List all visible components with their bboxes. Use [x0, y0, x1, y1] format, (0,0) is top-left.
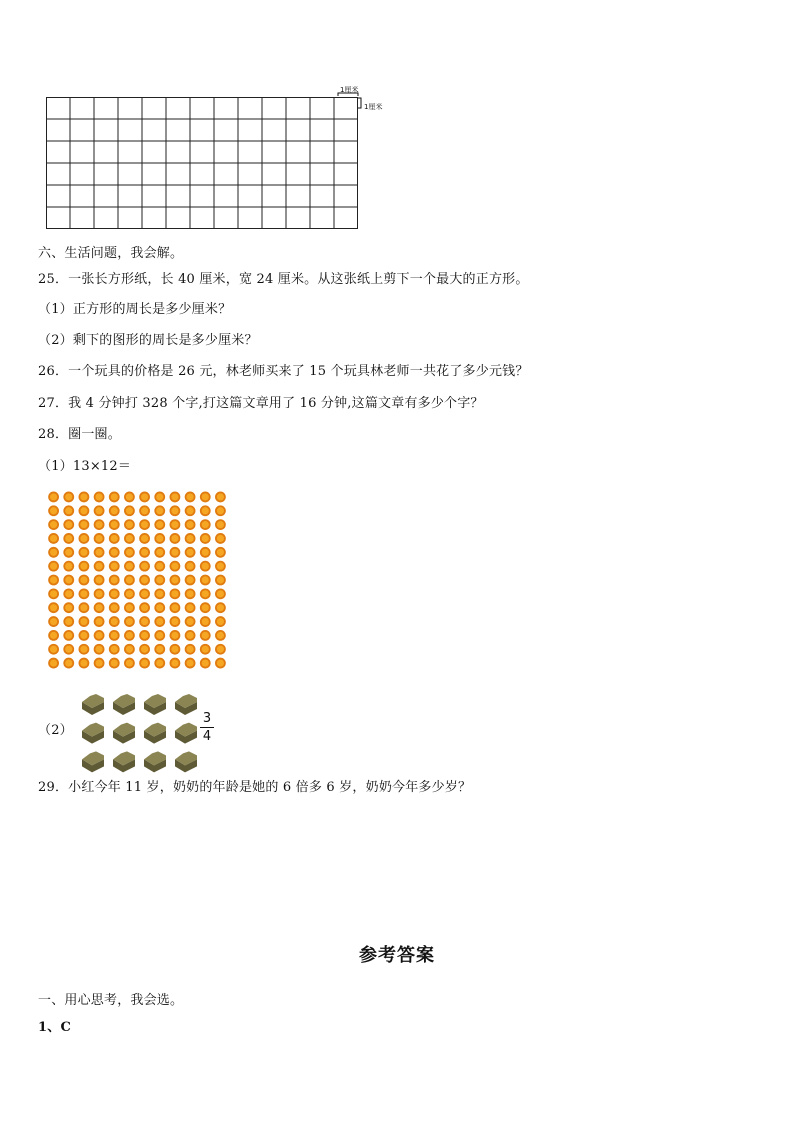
dot-item: [185, 616, 196, 627]
dot-item: [154, 630, 165, 641]
dot-item: [170, 505, 181, 516]
dot-item: [124, 644, 135, 655]
dot-item: [139, 602, 150, 613]
dot-item: [139, 547, 150, 558]
cake-item: [144, 751, 166, 772]
cake-item: [175, 723, 197, 744]
unit-label-side: 1厘米: [364, 103, 383, 111]
dot-item: [124, 561, 135, 572]
dot-item: [79, 505, 90, 516]
dot-item: [48, 561, 59, 572]
dot-item: [48, 505, 59, 516]
cake-item: [113, 723, 135, 744]
dot-item: [48, 575, 59, 586]
cake-item: [113, 694, 135, 715]
dot-item: [215, 630, 226, 641]
dot-item: [124, 630, 135, 641]
question-25-part-2: （2）剩下的图形的周长是多少厘米？: [38, 333, 258, 348]
dot-item: [200, 588, 211, 599]
dot-item: [109, 644, 120, 655]
cake-item: [144, 723, 166, 744]
dot-item: [154, 644, 165, 655]
grid-svg: [46, 97, 358, 229]
dot-item: [185, 588, 196, 599]
dot-item: [109, 547, 120, 558]
dot-item: [154, 505, 165, 516]
dot-item: [63, 547, 74, 558]
fraction-bar: [200, 727, 214, 728]
dot-item: [109, 588, 120, 599]
dot-item: [48, 492, 59, 503]
dot-item: [215, 547, 226, 558]
dot-item: [200, 533, 211, 544]
dot-item: [48, 533, 59, 544]
dot-item: [139, 616, 150, 627]
dot-item: [170, 575, 181, 586]
dot-item: [124, 519, 135, 530]
dot-item: [139, 561, 150, 572]
dot-item: [48, 630, 59, 641]
dot-item: [109, 658, 120, 669]
dot-item: [154, 575, 165, 586]
question-25-part-1: （1）正方形的周长是多少厘米？: [38, 302, 232, 317]
dot-item: [154, 658, 165, 669]
dot-item: [48, 588, 59, 599]
question-28: 28．圈一圈。: [38, 427, 121, 442]
dot-item: [124, 505, 135, 516]
question-28-part-2-label: （2）: [38, 723, 73, 738]
dot-item: [185, 533, 196, 544]
dot-item: [170, 644, 181, 655]
centimeter-grid: [46, 97, 358, 229]
dot-item: [94, 547, 105, 558]
dot-item: [94, 561, 105, 572]
dot-item: [200, 561, 211, 572]
dot-item: [170, 533, 181, 544]
dot-item: [79, 547, 90, 558]
dot-item: [215, 575, 226, 586]
dot-item: [154, 547, 165, 558]
answer-heading: 参考答案: [359, 945, 435, 966]
dot-item: [139, 533, 150, 544]
dot-item: [48, 658, 59, 669]
dot-item: [124, 616, 135, 627]
dot-item: [154, 492, 165, 503]
dot-item: [79, 533, 90, 544]
dot-item: [94, 644, 105, 655]
dot-item: [170, 547, 181, 558]
dot-item: [109, 505, 120, 516]
dot-item: [170, 492, 181, 503]
dot-item: [63, 602, 74, 613]
dot-item: [124, 492, 135, 503]
dot-item: [200, 505, 211, 516]
dot-item: [109, 575, 120, 586]
dot-item: [185, 644, 196, 655]
dot-item: [48, 644, 59, 655]
dot-item: [63, 630, 74, 641]
dot-item: [154, 561, 165, 572]
dot-item: [139, 658, 150, 669]
dot-item: [154, 602, 165, 613]
question-29: 29．小红今年 11 岁，奶奶的年龄是她的 6 倍多 6 岁，奶奶今年多少岁？: [38, 780, 472, 795]
dot-item: [215, 588, 226, 599]
dot-item: [94, 519, 105, 530]
dot-item: [109, 561, 120, 572]
dot-item: [94, 505, 105, 516]
fraction-numerator: 3: [202, 711, 212, 726]
dot-item: [154, 616, 165, 627]
dot-item: [94, 658, 105, 669]
dot-item: [94, 630, 105, 641]
dot-item: [185, 658, 196, 669]
dot-item: [48, 547, 59, 558]
cake-item: [82, 723, 104, 744]
dot-item: [185, 630, 196, 641]
dot-item: [63, 588, 74, 599]
dot-item: [170, 616, 181, 627]
dot-item: [79, 492, 90, 503]
cake-item: [82, 694, 104, 715]
dot-item: [48, 616, 59, 627]
dot-item: [215, 492, 226, 503]
dot-item: [124, 588, 135, 599]
dot-item: [200, 644, 211, 655]
dot-item: [63, 533, 74, 544]
cake-item: [175, 751, 197, 772]
question-27: 27．我 4 分钟打 328 个字,打这篇文章用了 16 分钟,这篇文章有多少个字？: [38, 396, 484, 411]
cake-item: [113, 751, 135, 772]
dot-item: [200, 519, 211, 530]
dot-item: [63, 505, 74, 516]
dot-item: [215, 658, 226, 669]
question-28-part-1: （1）13×12＝: [38, 459, 132, 474]
dot-item: [63, 616, 74, 627]
dot-item: [139, 575, 150, 586]
dot-item: [200, 658, 211, 669]
dot-item: [109, 533, 120, 544]
dot-item: [79, 519, 90, 530]
dots-array: [46, 490, 228, 670]
dot-item: [200, 602, 211, 613]
dot-item: [124, 533, 135, 544]
dot-item: [109, 492, 120, 503]
dot-item: [79, 616, 90, 627]
dot-item: [63, 658, 74, 669]
dot-item: [215, 533, 226, 544]
dot-item: [200, 630, 211, 641]
dot-item: [48, 519, 59, 530]
dot-item: [200, 575, 211, 586]
dot-item: [215, 519, 226, 530]
dot-item: [109, 602, 120, 613]
dot-item: [215, 561, 226, 572]
dot-item: [109, 630, 120, 641]
unit-label-top: 1厘米: [340, 86, 359, 94]
answer-1: 1、C: [38, 1020, 71, 1035]
dot-item: [79, 575, 90, 586]
dot-item: [79, 602, 90, 613]
dot-item: [170, 519, 181, 530]
dot-item: [79, 644, 90, 655]
dot-item: [79, 658, 90, 669]
dot-item: [215, 616, 226, 627]
dot-item: [48, 602, 59, 613]
dot-item: [139, 505, 150, 516]
dot-item: [170, 602, 181, 613]
dot-item: [79, 630, 90, 641]
dot-item: [94, 575, 105, 586]
dot-item: [185, 492, 196, 503]
dot-item: [94, 588, 105, 599]
dot-item: [215, 644, 226, 655]
fraction-denominator: 4: [202, 729, 212, 744]
dot-item: [124, 547, 135, 558]
dot-item: [63, 492, 74, 503]
dot-item: [139, 492, 150, 503]
dot-item: [170, 658, 181, 669]
dot-item: [94, 602, 105, 613]
dot-item: [200, 547, 211, 558]
dot-item: [185, 505, 196, 516]
dot-item: [170, 588, 181, 599]
dot-item: [215, 505, 226, 516]
dot-item: [154, 533, 165, 544]
cake-item: [175, 694, 197, 715]
dot-item: [215, 602, 226, 613]
dot-item: [185, 575, 196, 586]
dot-item: [185, 519, 196, 530]
dot-item: [139, 588, 150, 599]
dot-item: [185, 547, 196, 558]
dot-item: [170, 561, 181, 572]
dot-item: [63, 575, 74, 586]
dot-item: [139, 630, 150, 641]
dot-item: [79, 561, 90, 572]
fraction-three-quarters: [200, 711, 214, 744]
dot-item: [139, 519, 150, 530]
dot-item: [154, 519, 165, 530]
dot-item: [63, 644, 74, 655]
dot-item: [79, 588, 90, 599]
dot-item: [185, 561, 196, 572]
dots-svg: [46, 490, 228, 670]
cakes-svg: [78, 688, 202, 774]
question-25: 25．一张长方形纸，长 40 厘米，宽 24 厘米。从这张纸上剪下一个最大的正方形。: [38, 272, 529, 287]
cake-item: [82, 751, 104, 772]
answer-section-one: 一、用心思考，我会选。: [38, 993, 184, 1008]
dot-item: [109, 519, 120, 530]
dot-item: [109, 616, 120, 627]
dot-item: [124, 575, 135, 586]
dot-item: [185, 602, 196, 613]
dot-item: [124, 658, 135, 669]
dot-item: [124, 602, 135, 613]
dot-item: [200, 492, 211, 503]
dot-item: [200, 616, 211, 627]
section-six-title: 六、生活问题，我会解。: [38, 246, 184, 261]
question-26: 26．一个玩具的价格是 26 元，林老师买来了 15 个玩具林老师一共花了多少元钱？: [38, 364, 529, 379]
dot-item: [94, 616, 105, 627]
dot-item: [63, 561, 74, 572]
dot-item: [94, 533, 105, 544]
dot-item: [63, 519, 74, 530]
dot-item: [94, 492, 105, 503]
dot-item: [139, 644, 150, 655]
dot-item: [170, 630, 181, 641]
cake-item: [144, 694, 166, 715]
dot-item: [154, 588, 165, 599]
cakes-array: [78, 688, 202, 774]
